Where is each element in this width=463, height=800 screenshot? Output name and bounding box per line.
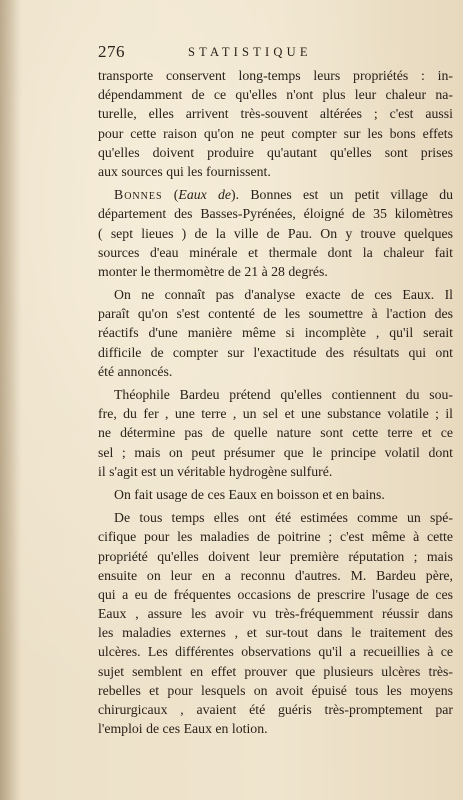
entry-paren-open: ( [162, 187, 179, 203]
entry-first-line-rest: ). Bonnes est un petit village du [231, 187, 453, 203]
text-line: ulcères. Les différentes observations qu'il a recueillies à ce [98, 644, 453, 660]
paragraph-4 [98, 385, 453, 481]
text-line: qui a eu de fréquentes occasions de prescrire l'usage de ces [98, 586, 453, 602]
text-line: ( sept lieues ) de la ville de Pau. On y trouve quelques [98, 225, 453, 241]
paragraph-3 [98, 285, 453, 381]
text-line: sel ; mais on peut présumer que le principe volatil dont [98, 444, 453, 460]
text-line: On ne connaît pas d'analyse exacte de ces Eaux. Il [114, 287, 453, 303]
entry-heading: Bonnes [114, 187, 163, 203]
entry-first-line [98, 185, 453, 204]
text-line: pour cette raison qu'on ne peut compter sur les bons effets [98, 125, 453, 141]
text-line: réactifs d'une manière même si incomplète , qu'il serait [98, 325, 453, 341]
text-line: sujet semblent en effet prouver que plusieurs ulcères très- [98, 663, 453, 679]
paragraph-bonnes [98, 185, 453, 281]
text-line: Eaux , assure les avoir vu très-fréquemment réussir dans [98, 606, 453, 622]
text-line: monter le thermomètre de 21 à 28 degrés. [98, 263, 328, 279]
paragraph-5 [98, 485, 453, 504]
text-line: fre, du fer , une terre , un sel et une substance volatile ; il [98, 406, 453, 422]
text-line: aux sources qui les fournissent. [98, 163, 271, 179]
page-number: 276 [98, 42, 125, 61]
text-line: De tous temps elles ont été estimées comme un spé- [114, 510, 453, 526]
text-line: qu'elles doivent produire qu'autant qu'elles sont prises [98, 144, 453, 160]
page-header [98, 42, 458, 66]
paragraph-1 [98, 66, 453, 181]
text-line: ne détermine pas de quelle nature sont cette terre et ce [98, 425, 453, 441]
text-line: cifique pour les maladies de poitrine ; c'est même à cette [98, 529, 453, 545]
running-head: STATISTIQUE [188, 45, 312, 59]
text-line: l'emploi de ces Eaux en lotion. [98, 721, 268, 737]
text-line: rebelles et pour lesquels on avoit épuisé tous les moyens [98, 682, 453, 698]
text-line: dépendamment de ce qu'elles n'ont plus leur chaleur na- [98, 87, 453, 103]
body-text [98, 66, 453, 738]
text-line: Théophile Bardeu prétend qu'elles contiennent du sou- [114, 387, 453, 402]
text-line: transporte conservent long-temps leurs propriétés : in- [98, 68, 453, 83]
entry-label: Eaux de [178, 187, 232, 203]
paragraph-6 [98, 508, 453, 738]
text-line: On fait usage de ces Eaux en boisson et en bains. [114, 486, 385, 502]
text-line: il s'agit est un véritable hydrogène sulfuré. [98, 463, 333, 479]
text-line: turelle, elles arrivent très-souvent altérées ; c'est aussi [98, 106, 453, 122]
text-line: ensuite on leur en a reconnu d'autres. M. Bardeu père, [98, 567, 453, 583]
text-line: les maladies externes , et sur-tout dans le traitement des [98, 625, 453, 641]
text-line: sources d'eau minérale et thermale dont la chaleur fait [98, 244, 453, 260]
text-line: département des Basses-Pyrénées, éloigné de 35 kilomètres [98, 206, 453, 222]
text-line: paraît qu'on s'est contenté de les soumettre à l'action des [98, 306, 453, 322]
text-line: chirurgicaux , avaient été guéris très-promptement par [98, 702, 453, 717]
text-line: été annoncés. [98, 363, 173, 379]
page-gutter-shadow [0, 0, 22, 800]
text-line: difficile de compter sur l'exactitude des résultats qui ont [98, 344, 453, 360]
text-line: propriété qu'elles doivent leur première réputation ; mais [98, 548, 453, 564]
